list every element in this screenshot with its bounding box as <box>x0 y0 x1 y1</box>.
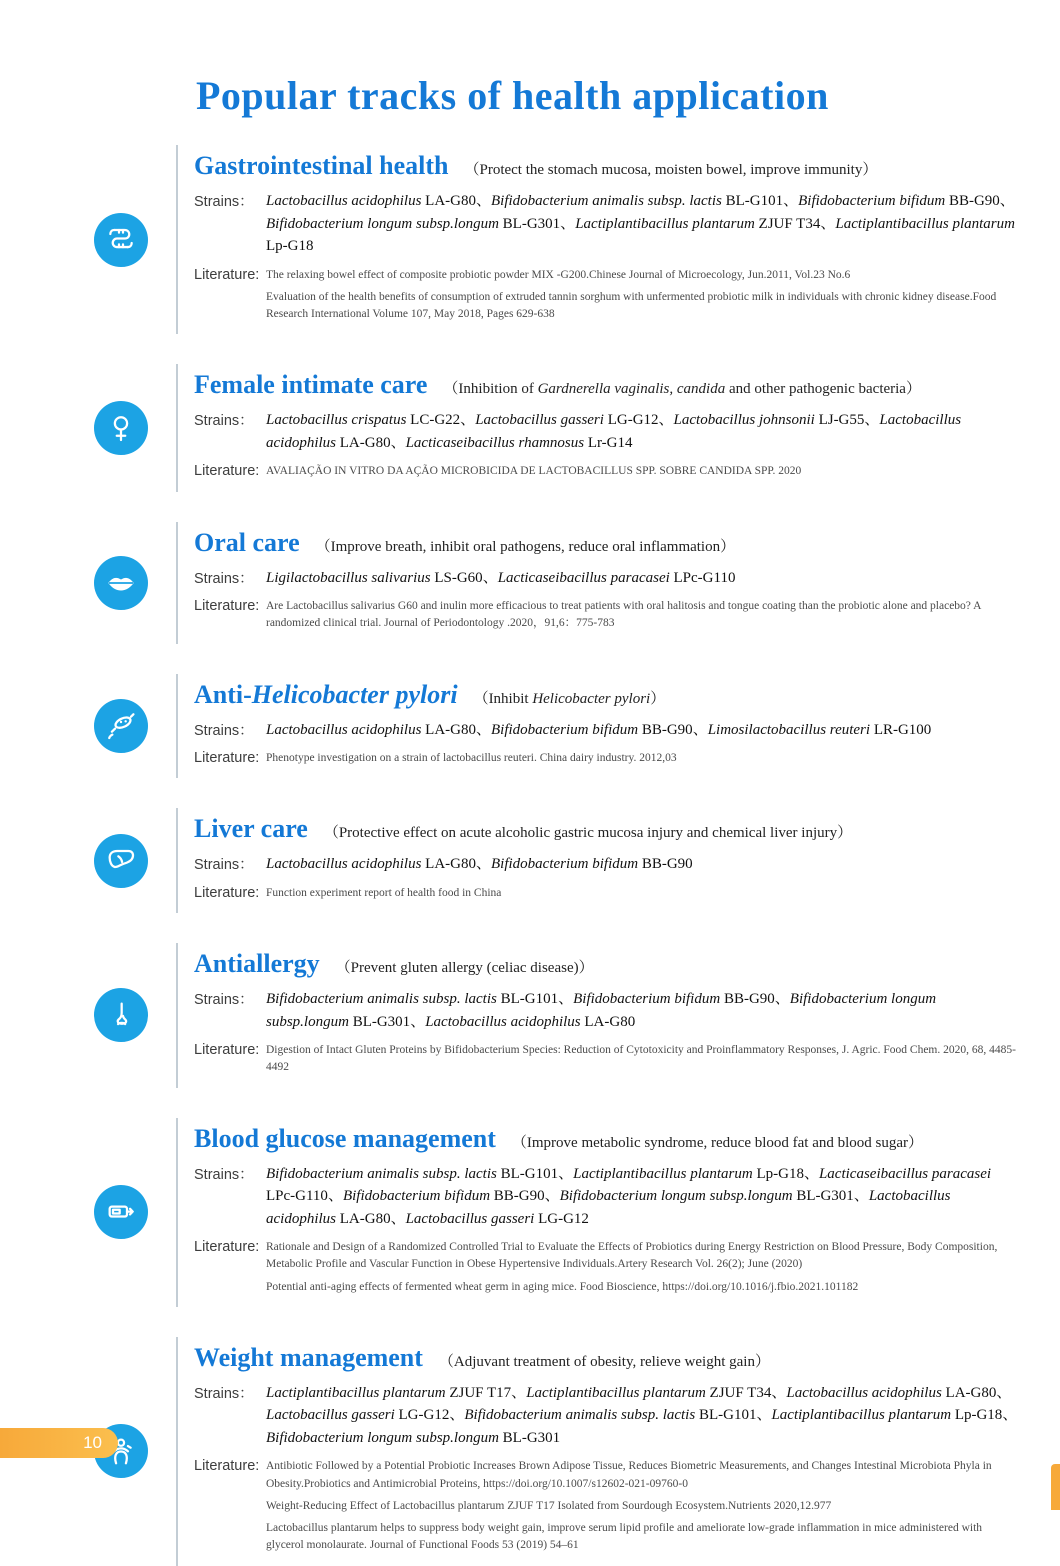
literature-list <box>266 267 1018 329</box>
literature-item: Are Lactobacillus salivarius G60 and inulin more efficacious to treat patients with oral halitosis and tongue coating than the probiotic alone and placebo? A randomized clinical trial. Journal of Periodontology .2020，91,6：775-783 <box>266 600 981 630</box>
strain-species: Lactobacillus acidophilus <box>266 412 962 451</box>
section-heading-row <box>194 680 1018 710</box>
literature-item: Potential anti-aging effects of fermented wheat germ in aging mice. Food Bioscience, https://doi.org/10.1016/j.fbio.2021.101182 <box>266 1280 859 1293</box>
section-heading-row <box>194 1124 1018 1154</box>
strain-species: Bifidobacterium animalis subsp. lactis <box>266 1165 497 1182</box>
strain-species: Bifidobacterium bifidum <box>491 721 639 738</box>
strain-species: Lacticaseibacillus paracasei <box>497 569 670 586</box>
literature-item: Weight-Reducing Effect of Lactobacillus plantarum ZJUF T17 Isolated from Sourdough Ecosystem.Nutrients 2020,12.977 <box>266 1499 832 1512</box>
section-content <box>176 808 1060 913</box>
section-content <box>176 1118 1060 1307</box>
literature-item: Evaluation of the health benefits of consumption of extruded tannin sorghum with unfermented probiotic milk in individuals with chronic kidney disease.Food Research International Volume 107, May 2018, Pages 629-638 <box>266 290 997 320</box>
section-title: Weight management <box>194 1342 423 1372</box>
strain-species: Bifidobacterium bifidum <box>491 856 639 873</box>
literature-list <box>266 1239 1018 1301</box>
strain-species: Lactobacillus gasseri <box>475 412 604 429</box>
bacteria-icon <box>94 699 148 753</box>
page-number-badge <box>0 1428 118 1458</box>
strains-list: Ligilactobacillus salivarius LS-G60、Lacticaseibacillus paracasei LPc-G110 <box>266 569 736 586</box>
strains-row <box>194 409 1018 454</box>
sections-list <box>0 145 1060 1566</box>
literature-label: Literature: <box>194 1458 260 1475</box>
female-icon <box>94 401 148 455</box>
intestine-icon <box>94 213 148 267</box>
section-subtitle: （Prevent gluten allergy (celiac disease)） <box>335 960 594 976</box>
strain-species: Bifidobacterium longum subsp.longum <box>266 991 937 1030</box>
section-title: Anti-Helicobacter pylori <box>194 679 458 709</box>
section-content <box>176 674 1060 779</box>
literature-label: Literature: <box>194 750 260 766</box>
section-icon-column <box>0 1185 176 1239</box>
strain-species: Lactiplantibacillus plantarum <box>526 1384 706 1401</box>
strain-species: Lactiplantibacillus plantarum <box>771 1407 952 1424</box>
section-icon-column <box>0 834 176 888</box>
strains-row <box>194 1163 1018 1231</box>
literature-row <box>194 1239 1018 1301</box>
literature-row <box>194 463 1018 485</box>
strain-species: Lactobacillus acidophilus <box>786 1384 942 1401</box>
literature-label: Literature: <box>194 266 260 283</box>
health-track-section <box>0 364 1060 491</box>
strains-label: Strains： <box>194 1166 254 1183</box>
health-track-section <box>0 943 1060 1088</box>
strain-species: Lactiplantibacillus plantarum <box>266 1384 446 1401</box>
literature-item: AVALIAÇÃO IN VITRO DA AÇÃO MICROBICIDA DE LACTOBACILLUS SPP. SOBRE CANDIDA SPP. 2020 <box>266 465 802 478</box>
literature-label: Literature: <box>194 598 260 614</box>
literature-row <box>194 1458 1018 1559</box>
strains-label: Strains： <box>194 570 254 587</box>
strains-label: Strains： <box>194 1385 254 1402</box>
strains-label: Strains： <box>194 413 254 430</box>
literature-label: Literature: <box>194 1042 260 1058</box>
literature-list <box>266 1042 1018 1082</box>
section-subtitle: （Adjuvant treatment of obesity, relieve weight gain） <box>438 1353 770 1370</box>
section-subtitle: （Protective effect on acute alcoholic gastric mucosa injury and chemical liver injury） <box>323 825 853 842</box>
section-heading-row <box>194 370 1018 400</box>
section-title: Antiallergy <box>194 949 320 978</box>
strain-species: Bifidobacterium longum subsp.longum <box>559 1188 793 1204</box>
strain-species: Bifidobacterium bifidum <box>573 991 721 1007</box>
section-content <box>176 1337 1060 1566</box>
literature-item: The relaxing bowel effect of composite probiotic powder MIX -G200.Chinese Journal of Microecology, Jun.2011, Vol.23 No.6 <box>266 268 851 281</box>
strains-list: Bifidobacterium animalis subsp. lactis BL-G101、Bifidobacterium bifidum BB-G90、Bifidobacterium longum subsp.longum BL-G301、Lactobacillus acidophilus LA-G80 <box>266 991 937 1030</box>
literature-list <box>266 1458 1018 1559</box>
strain-species: Bifidobacterium bifidum <box>798 193 946 209</box>
section-content <box>176 364 1060 491</box>
strains-row <box>194 567 1018 590</box>
strains-row <box>194 719 1018 742</box>
section-title: Blood glucose management <box>194 1123 496 1153</box>
section-content <box>176 943 1060 1088</box>
strain-species: Bifidobacterium longum subsp.longum <box>266 215 499 232</box>
section-icon-column <box>0 988 176 1042</box>
glucometer-icon <box>94 1185 148 1239</box>
strain-species: Lactobacillus acidophilus <box>266 193 422 209</box>
literature-row <box>194 1042 1018 1082</box>
page-number: 10 <box>83 1433 102 1452</box>
health-track-section <box>0 145 1060 334</box>
literature-label: Literature: <box>194 1239 260 1255</box>
literature-item: Digestion of Intact Gluten Proteins by Bifidobacterium Species: Reduction of Cytotoxicity and Proinflammatory Responses, J. Agric. Food Chem. 2020, 68, 4485-4492 <box>266 1044 1016 1074</box>
literature-item: Phenotype investigation on a strain of lactobacillus reuteri. China dairy industry. 2012,03 <box>266 752 677 764</box>
strain-species: Bifidobacterium animalis subsp. lactis <box>464 1407 696 1424</box>
strains-row <box>194 853 1018 876</box>
strain-species: Lactobacillus acidophilus <box>266 721 422 738</box>
strains-list: Lactiplantibacillus plantarum ZJUF T17、Lactiplantibacillus plantarum ZJUF T34、Lactobacillus acidophilus LA-G80、Lactobacillus gasseri LG-G12、Bifidobacterium animalis subsp. lactis BL-G101、Lactiplantibacillus plantarum Lp-G18、Bifidobacterium longum subsp.longum BL-G301 <box>266 1384 1018 1446</box>
literature-item: Antibiotic Followed by a Potential Probiotic Increases Brown Adipose Tissue, Reduces Biometric Measurements, and Changes Intestinal Microbiota Phyla in Obesity.Probiotics and Antimicrobial Proteins, https://doi.org/10.1007/s12602-021-09760-0 <box>266 1460 992 1490</box>
strain-species: Ligilactobacillus salivarius <box>266 569 431 586</box>
literature-list <box>266 750 1018 772</box>
section-heading-row <box>194 814 1018 844</box>
section-subtitle: （Inhibit Helicobacter pylori） <box>473 690 666 707</box>
page-edge-accent <box>1051 1464 1060 1510</box>
strains-label: Strains： <box>194 722 254 739</box>
strains-list: Lactobacillus acidophilus LA-G80、Bifidobacterium bifidum BB-G90、Limosilactobacillus reuteri LR-G100 <box>266 721 932 738</box>
section-heading-row <box>194 151 1018 181</box>
strain-species: Lactiplantibacillus plantarum <box>835 215 1015 232</box>
strains-label: Strains： <box>194 194 254 210</box>
strains-row <box>194 1382 1018 1450</box>
section-subtitle: （Inhibition of Gardnerella vaginalis, candida and other pathogenic bacteria） <box>443 381 921 398</box>
strain-species: Lactobacillus crispatus <box>266 412 407 429</box>
health-track-section <box>0 522 1060 644</box>
literature-row <box>194 885 1018 907</box>
strain-species: Bifidobacterium animalis subsp. lactis <box>491 193 722 209</box>
section-content <box>176 522 1060 644</box>
nose-icon <box>94 988 148 1042</box>
literature-item: Function experiment report of health food in China <box>266 886 502 899</box>
health-track-section <box>0 674 1060 779</box>
strain-species: Limosilactobacillus reuteri <box>707 721 871 738</box>
section-icon-column <box>0 556 176 610</box>
health-track-section <box>0 808 1060 913</box>
section-icon-column <box>0 213 176 267</box>
section-heading-row <box>194 528 1018 558</box>
strain-species: Lactobacillus acidophilus <box>266 856 422 873</box>
page-title: Popular tracks of health application <box>196 73 829 118</box>
strain-species: Bifidobacterium bifidum <box>342 1188 491 1204</box>
strain-species: Bifidobacterium longum subsp.longum <box>266 1429 499 1446</box>
strains-list: Lactobacillus acidophilus LA-G80、Bifidobacterium bifidum BB-G90 <box>266 856 693 873</box>
literature-row <box>194 598 1018 638</box>
strain-species: Lactobacillus gasseri <box>266 1407 395 1424</box>
literature-list <box>266 885 1018 907</box>
section-subtitle: （Protect the stomach mucosa, moisten bowel, improve immunity） <box>464 162 878 178</box>
strains-row <box>194 190 1018 258</box>
strain-species: Lacticaseibacillus paracasei <box>818 1165 992 1182</box>
strains-list: Lactobacillus acidophilus LA-G80、Bifidobacterium animalis subsp. lactis BL-G101、Bifidobacterium bifidum BB-G90、Bifidobacterium longum subsp.longum BL-G301、Lactiplantibacillus plantarum ZJUF T34、Lactiplantibacillus plantarum Lp-G18 <box>266 193 1015 254</box>
strains-label: Strains： <box>194 857 254 874</box>
strains-list: Bifidobacterium animalis subsp. lactis BL-G101、Lactiplantibacillus plantarum Lp-G18、Lacticaseibacillus paracasei LPc-G110、Bifidobacterium bifidum BB-G90、Bifidobacterium longum subsp.longum BL-G301、Lactobacillus acidophilus LA-G80、Lactobacillus gasseri LG-G12 <box>266 1165 992 1227</box>
section-title: Gastrointestinal health <box>194 151 449 180</box>
strain-species: Lactobacillus gasseri <box>405 1210 535 1227</box>
section-title: Oral care <box>194 527 300 557</box>
strain-species: Lactiplantibacillus plantarum <box>573 1165 753 1182</box>
section-title: Female intimate care <box>194 370 428 400</box>
strains-row <box>194 988 1018 1033</box>
section-subtitle: （Improve breath, inhibit oral pathogens, reduce oral inflammation） <box>315 538 736 555</box>
health-track-section <box>0 1118 1060 1307</box>
lips-icon <box>94 556 148 610</box>
literature-row <box>194 750 1018 772</box>
liver-icon <box>94 834 148 888</box>
literature-row <box>194 267 1018 329</box>
literature-list <box>266 463 1018 485</box>
strains-list: Lactobacillus crispatus LC-G22、Lactobacillus gasseri LG-G12、Lactobacillus johnsonii LJ-G55、Lactobacillus acidophilus LA-G80、Lacticaseibacillus rhamnosus Lr-G14 <box>266 412 962 451</box>
section-title: Liver care <box>194 814 308 844</box>
strains-label: Strains： <box>194 992 254 1008</box>
strain-species: Bifidobacterium animalis subsp. lactis <box>266 991 497 1007</box>
section-icon-column <box>0 699 176 753</box>
health-track-section <box>0 1337 1060 1566</box>
strain-species: Lactobacillus johnsonii <box>673 412 815 429</box>
strain-species: Lactobacillus acidophilus <box>266 1188 951 1227</box>
literature-list <box>266 598 1018 638</box>
section-subtitle: （Improve metabolic syndrome, reduce blood fat and blood sugar） <box>511 1134 924 1151</box>
literature-item: Rationale and Design of a Randomized Controlled Trial to Evaluate the Effects of Probiotics during Energy Restriction on Blood Pressure, Body Composition, Metabolic Profile and Vascular Function in Obese Hypertensive Individuals.Artery Research Vol. 26(2); June (2020) <box>266 1241 998 1271</box>
section-content <box>176 145 1060 334</box>
literature-label: Literature: <box>194 463 260 480</box>
section-heading-row <box>194 949 1018 979</box>
strain-species: Lacticaseibacillus rhamnosus <box>405 434 585 451</box>
literature-item: Lactobacillus plantarum helps to suppress body weight gain, improve serum lipid profile and ameliorate low-grade inflammation in mice administered with glycerol monolaurate. Journal of Functional Foods 53 (2019) 54–61 <box>266 1522 983 1552</box>
literature-label: Literature: <box>194 884 260 901</box>
strain-species: Lactobacillus acidophilus <box>425 1013 581 1030</box>
section-heading-row <box>194 1343 1018 1373</box>
section-icon-column <box>0 401 176 455</box>
strain-species: Lactiplantibacillus plantarum <box>575 215 755 232</box>
